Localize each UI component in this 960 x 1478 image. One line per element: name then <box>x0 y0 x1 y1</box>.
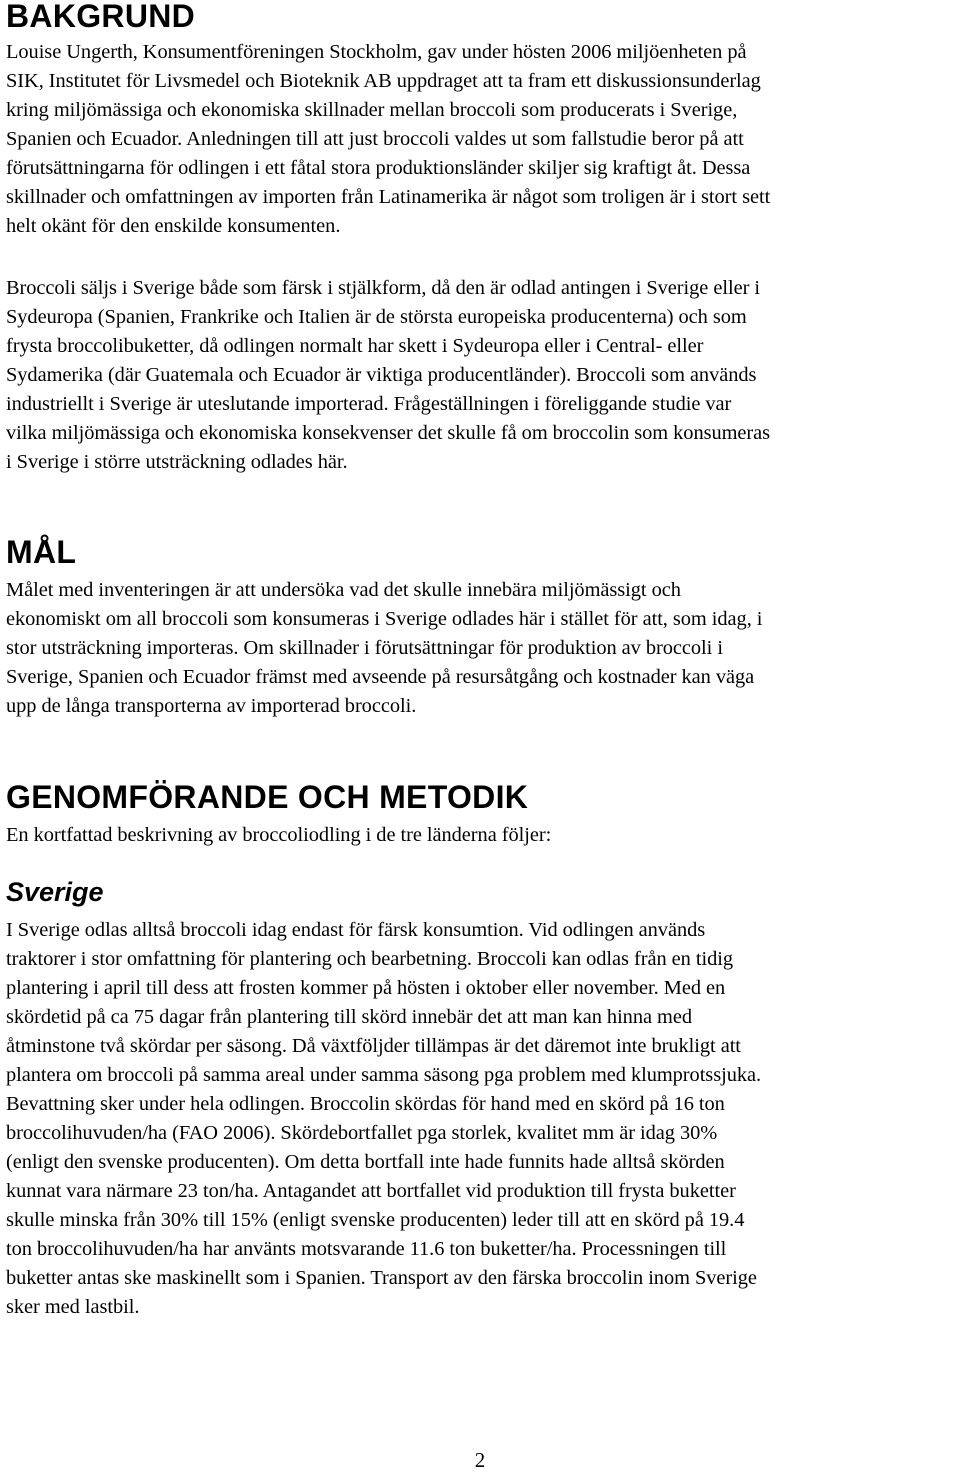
text-line: helt okänt för den enskilde konsumenten. <box>6 215 341 237</box>
text-line: ekonomiskt om all broccoli som konsumeras i Sverige odlades här i stället för att, som idag, i <box>6 608 763 630</box>
text-line: plantering i april till dess att frosten kommer på hösten i oktober eller november. Med en <box>6 977 726 999</box>
text-line: ton broccolihuvuden/ha har använts motsvarande 11.6 ton buketter/ha. Processningen till <box>6 1238 727 1260</box>
paragraph-mal <box>6 576 958 721</box>
heading-sverige: Sverige <box>6 877 104 907</box>
text-line: kring miljömässiga och ekonomiska skillnader mellan broccoli som producerats i Sverige, <box>6 99 738 121</box>
text-line: upp de långa transporterna av importerad broccoli. <box>6 695 417 717</box>
heading-bakgrund: BAKGRUND <box>6 0 196 34</box>
text-line: Louise Ungerth, Konsumentföreningen Stockholm, gav under hösten 2006 miljöenheten på <box>6 41 747 63</box>
text-line: frysta broccolibuketter, då odlingen normalt har skett i Sydeuropa eller i Central- eller <box>6 335 704 357</box>
text-line: stor utsträckning importeras. Om skillnader i förutsättningar för produktion av broccoli i <box>6 637 723 659</box>
text-line: skördetid på ca 75 dagar från plantering till skörd innebär det att man kan hinna med <box>6 1006 692 1028</box>
text-line: Bevattning sker under hela odlingen. Broccolin skördas för hand med en skörd på 16 ton <box>6 1093 725 1115</box>
page-number: 2 <box>474 1448 486 1472</box>
paragraph-sverige <box>6 916 958 1322</box>
text-line: (enligt den svenske producenten). Om detta bortfall inte hade funnits hade alltså skörden <box>6 1151 725 1173</box>
text-line: En kortfattad beskrivning av broccoliodling i de tre länderna följer: <box>6 824 552 846</box>
text-line: sker med lastbil. <box>6 1296 140 1318</box>
text-line: plantera om broccoli på samma areal under samma säsong pga problem med klumprotssjuka. <box>6 1064 762 1086</box>
text-line: åtminstone två skördar per säsong. Då växtföljder tillämpas är det däremot inte brukligt att <box>6 1035 741 1057</box>
paragraph-genomforande-intro <box>6 821 958 850</box>
text-line: Sydamerika (där Guatemala och Ecuador är viktiga producentländer). Broccoli som används <box>6 364 757 386</box>
text-line: vilka miljömässiga och ekonomiska konsekvenser det skulle få om broccolin som konsumeras <box>6 422 771 444</box>
text-line: industriellt i Sverige är uteslutande importerad. Frågeställningen i föreliggande studie var <box>6 393 732 415</box>
text-line: i Sverige i större utsträckning odlades här. <box>6 451 348 473</box>
paragraph-bakgrund-2 <box>6 274 958 477</box>
text-line: Spanien och Ecuador. Anledningen till att just broccoli valdes ut som fallstudie beror på att <box>6 128 744 150</box>
text-line: skillnader och omfattningen av importen från Latinamerika är något som troligen är i stort sett <box>6 186 771 208</box>
heading-mal: MÅL <box>6 534 77 570</box>
text-line: skulle minska från 30% till 15% (enligt svenske producenten) leder till att en skörd på 19.4 <box>6 1209 745 1231</box>
text-line: I Sverige odlas alltså broccoli idag endast för färsk konsumtion. Vid odlingen används <box>6 919 706 941</box>
heading-genomforande: GENOMFÖRANDE OCH METODIK <box>6 779 529 815</box>
paragraph-bakgrund-1 <box>6 38 958 241</box>
text-line: förutsättningarna för odlingen i ett fåtal stora produktionsländer skiljer sig kraftigt åt. Dessa <box>6 157 751 179</box>
text-line: traktorer i stor omfattning för plantering och bearbetning. Broccoli kan odlas från en tidig <box>6 948 733 970</box>
text-line: Broccoli säljs i Sverige både som färsk i stjälkform, då den är odlad antingen i Sverige eller i <box>6 277 760 299</box>
text-line: Sydeuropa (Spanien, Frankrike och Italien är de största europeiska producenterna) och som <box>6 306 747 328</box>
text-line: broccolihuvuden/ha (FAO 2006). Skördebortfallet pga storlek, kvalitet mm är idag 30% <box>6 1122 718 1144</box>
text-line: kunnat vara närmare 23 ton/ha. Antagandet att bortfallet vid produktion till frysta buketter <box>6 1180 736 1202</box>
text-line: SIK, Institutet för Livsmedel och Bioteknik AB uppdraget att ta fram ett diskussionsunderlag <box>6 70 761 92</box>
text-line: Sverige, Spanien och Ecuador främst med avseende på resursåtgång och kostnader kan väga <box>6 666 755 688</box>
text-line: Målet med inventeringen är att undersöka vad det skulle innebära miljömässigt och <box>6 579 681 601</box>
text-line: buketter antas ske maskinellt som i Spanien. Transport av den färska broccolin inom Sverige <box>6 1267 757 1289</box>
